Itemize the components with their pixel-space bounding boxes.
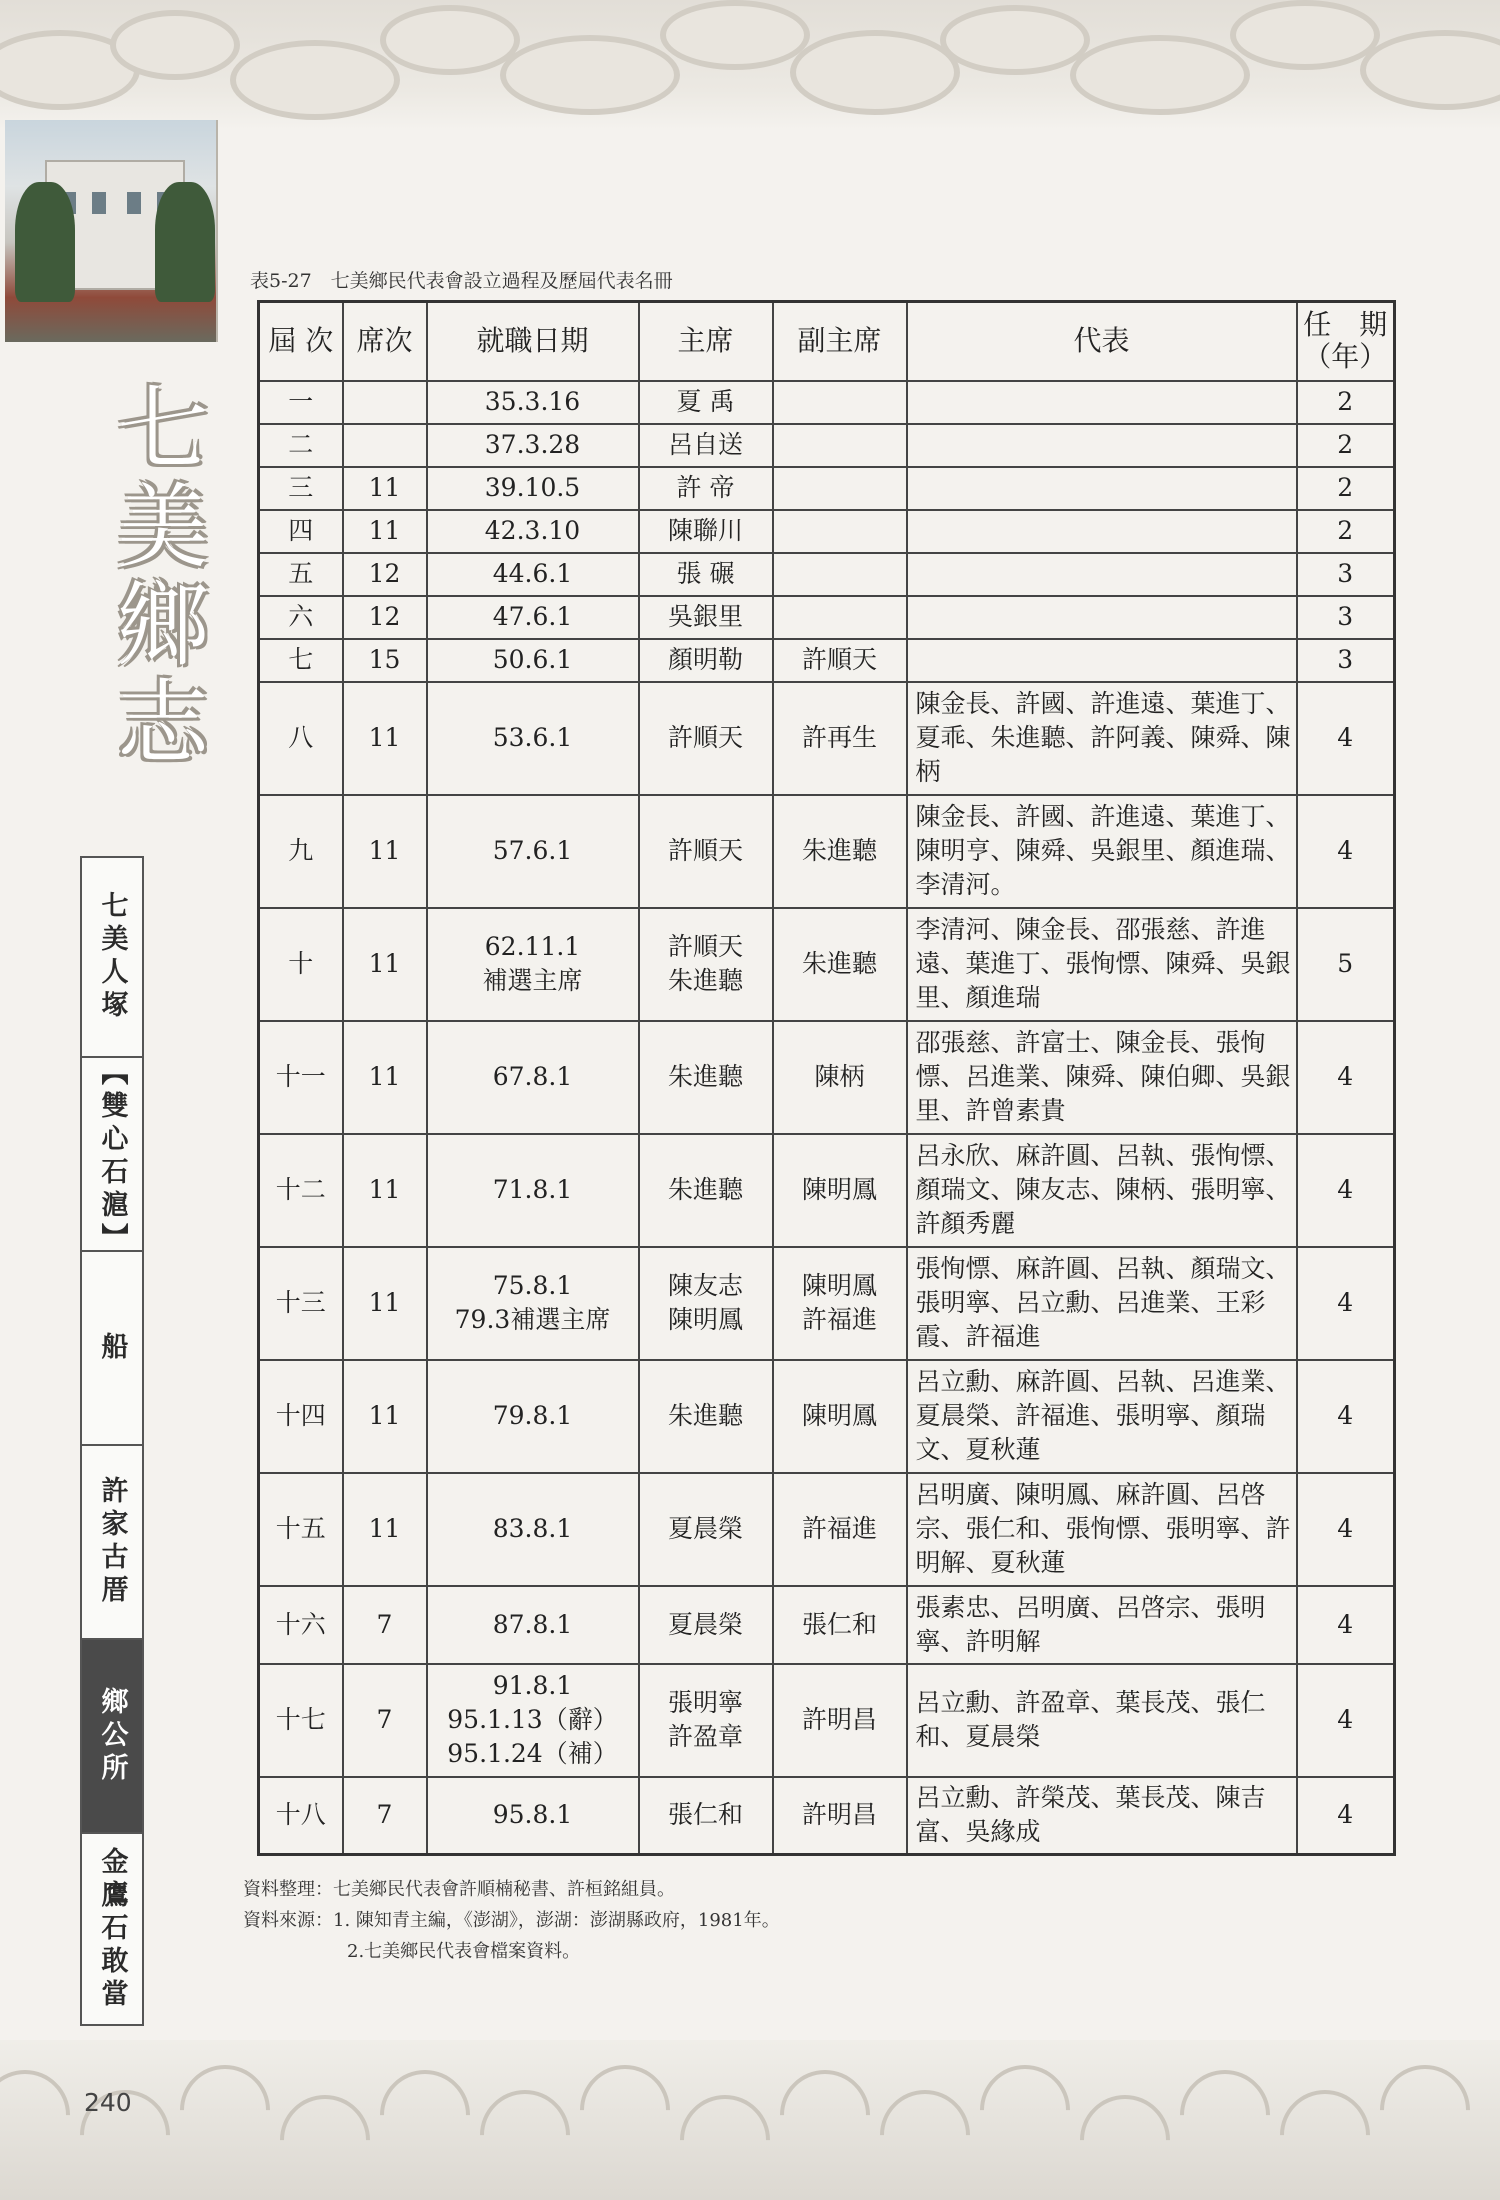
table-row	[259, 1586, 1395, 1664]
row-term-years: 4	[1297, 1134, 1395, 1247]
side-navigation-tabs	[80, 856, 144, 2026]
row-representatives	[907, 639, 1297, 682]
row-seats: 11	[343, 1134, 427, 1247]
row-chair: 顏明勒	[639, 639, 773, 682]
row-vice-chair: 朱進聽	[773, 908, 907, 1021]
row-seats: 11	[343, 1473, 427, 1586]
row-term-years: 3	[1297, 553, 1395, 596]
row-date: 35.3.16	[427, 381, 639, 424]
row-seats: 11	[343, 1021, 427, 1134]
row-chair: 張仁和	[639, 1777, 773, 1855]
row-representatives	[907, 381, 1297, 424]
row-chair: 呂自送	[639, 424, 773, 467]
row-chair: 夏晨榮	[639, 1586, 773, 1664]
row-vice-chair: 張仁和	[773, 1586, 907, 1664]
row-date: 50.6.1	[427, 639, 639, 682]
side-tab-label: 船	[96, 1331, 128, 1365]
row-vice-chair: 陳明鳳 許福進	[773, 1247, 907, 1360]
row-term: 四	[259, 510, 343, 553]
row-chair: 陳友志 陳明鳳	[639, 1247, 773, 1360]
table-row	[259, 510, 1395, 553]
row-term: 五	[259, 553, 343, 596]
note-compiled-by: 資料整理：七美鄉民代表會許順楠秘書、許桓銘組員。	[243, 1879, 675, 1900]
row-vice-chair	[773, 381, 907, 424]
row-date: 53.6.1	[427, 682, 639, 795]
table-row	[259, 424, 1395, 467]
row-date: 67.8.1	[427, 1021, 639, 1134]
row-term: 十一	[259, 1021, 343, 1134]
row-representatives	[907, 553, 1297, 596]
row-date: 79.8.1	[427, 1360, 639, 1473]
row-chair: 夏 禹	[639, 381, 773, 424]
row-chair: 朱進聽	[639, 1134, 773, 1247]
source-notes	[243, 1874, 780, 1967]
row-seats: 11	[343, 682, 427, 795]
page-number: 240	[84, 2088, 132, 2117]
row-term-years: 2	[1297, 510, 1395, 553]
side-tab-label: 【雙心石滬】	[96, 1058, 128, 1256]
row-term: 十六	[259, 1586, 343, 1664]
table-caption: 表5-27 七美鄉民代表會設立過程及歷屆代表名冊	[250, 270, 673, 292]
row-chair: 張明寧 許盈章	[639, 1664, 773, 1777]
row-chair: 吳銀里	[639, 596, 773, 639]
row-date: 91.8.1 95.1.13（辭） 95.1.24（補）	[427, 1664, 639, 1777]
row-vice-chair: 朱進聽	[773, 795, 907, 908]
row-representatives	[907, 424, 1297, 467]
row-term: 一	[259, 381, 343, 424]
bottom-wave-decoration	[0, 2040, 1500, 2200]
row-term-years: 4	[1297, 1021, 1395, 1134]
table-row	[259, 795, 1395, 908]
table-row	[259, 1777, 1395, 1855]
table-row	[259, 1021, 1395, 1134]
row-date: 62.11.1 補選主席	[427, 908, 639, 1021]
row-representatives: 呂明廣、陳明鳳、麻許圓、呂啓宗、張仁和、張恂慓、張明寧、許明解、夏秋蓮	[907, 1473, 1297, 1586]
row-term: 十	[259, 908, 343, 1021]
row-seats: 11	[343, 1247, 427, 1360]
table-header-row	[259, 302, 1395, 381]
book-title: 七美鄉志	[102, 380, 209, 772]
side-tab-label: 七美人塚	[96, 891, 128, 1023]
row-date: 71.8.1	[427, 1134, 639, 1247]
row-term-years: 4	[1297, 1586, 1395, 1664]
row-date: 42.3.10	[427, 510, 639, 553]
row-representatives	[907, 467, 1297, 510]
table-row	[259, 1134, 1395, 1247]
row-vice-chair	[773, 553, 907, 596]
row-term: 十二	[259, 1134, 343, 1247]
row-vice-chair: 陳明鳳	[773, 1134, 907, 1247]
side-tab-4[interactable]	[82, 1446, 142, 1640]
row-vice-chair	[773, 467, 907, 510]
row-term: 二	[259, 424, 343, 467]
row-term-years: 4	[1297, 1777, 1395, 1855]
row-term-years: 5	[1297, 908, 1395, 1021]
row-representatives: 呂永欣、麻許圓、呂執、張恂慓、顏瑞文、陳友志、陳柄、張明寧、許顏秀麗	[907, 1134, 1297, 1247]
row-representatives: 邵張慈、許富士、陳金長、張恂慓、呂進業、陳舜、陳伯卿、吳銀里、許曾素貴	[907, 1021, 1297, 1134]
table-row	[259, 553, 1395, 596]
row-seats: 7	[343, 1777, 427, 1855]
row-date: 95.8.1	[427, 1777, 639, 1855]
row-term-years: 4	[1297, 795, 1395, 908]
table-row	[259, 1360, 1395, 1473]
row-term: 六	[259, 596, 343, 639]
row-representatives: 陳金長、許國、許進遠、葉進丁、陳明亨、陳舜、吳銀里、顏進瑞、李清河。	[907, 795, 1297, 908]
row-term: 十八	[259, 1777, 343, 1855]
side-tab-label: 金鷹石敢當	[96, 1846, 128, 2012]
tree-shape	[15, 182, 75, 302]
row-seats: 12	[343, 553, 427, 596]
row-seats: 11	[343, 510, 427, 553]
row-vice-chair: 陳柄	[773, 1021, 907, 1134]
row-representatives: 張恂慓、麻許圓、呂執、顏瑞文、張明寧、呂立勳、呂進業、王彩霞、許福進	[907, 1247, 1297, 1360]
header-chair: 主席	[639, 302, 773, 381]
row-term-years: 4	[1297, 1247, 1395, 1360]
table-row	[259, 1247, 1395, 1360]
table-row	[259, 682, 1395, 795]
row-seats	[343, 381, 427, 424]
table-row	[259, 639, 1395, 682]
row-representatives	[907, 596, 1297, 639]
row-term-years: 4	[1297, 682, 1395, 795]
side-tab-1[interactable]	[82, 858, 142, 1058]
header-term-years: 任 期（年）	[1297, 302, 1395, 381]
row-term-years: 2	[1297, 381, 1395, 424]
row-chair: 夏晨榮	[639, 1473, 773, 1586]
header-term: 屆 次	[259, 302, 343, 381]
row-representatives: 呂立勳、許盈章、葉長茂、張仁和、夏晨榮	[907, 1664, 1297, 1777]
row-chair: 朱進聽	[639, 1021, 773, 1134]
row-term: 十三	[259, 1247, 343, 1360]
row-seats: 11	[343, 795, 427, 908]
township-office-photo	[5, 120, 218, 342]
side-tab-3[interactable]	[82, 1252, 142, 1446]
row-chair: 許順天 朱進聽	[639, 908, 773, 1021]
side-tab-label: 許家古厝	[96, 1476, 128, 1608]
row-date: 87.8.1	[427, 1586, 639, 1664]
tree-shape	[155, 182, 215, 302]
note-source-1: 資料來源：1. 陳知青主編，《澎湖》，澎湖：澎湖縣政府，1981年。	[243, 1910, 780, 1931]
row-date: 39.10.5	[427, 467, 639, 510]
row-representatives: 呂立勳、許榮茂、葉長茂、陳吉富、吳緣成	[907, 1777, 1297, 1855]
side-tab-2[interactable]	[82, 1058, 142, 1256]
row-term-years: 3	[1297, 639, 1395, 682]
row-term: 三	[259, 467, 343, 510]
note-source-2: 2.七美鄉民代表會檔案資料。	[347, 1941, 581, 1962]
row-term-years: 4	[1297, 1473, 1395, 1586]
row-chair: 朱進聽	[639, 1360, 773, 1473]
row-vice-chair: 許再生	[773, 682, 907, 795]
table-row	[259, 1473, 1395, 1586]
row-term: 十五	[259, 1473, 343, 1586]
row-term-years: 4	[1297, 1360, 1395, 1473]
row-term-years: 3	[1297, 596, 1395, 639]
header-seats: 席次	[343, 302, 427, 381]
row-representatives	[907, 510, 1297, 553]
top-cloud-decoration	[0, 0, 1500, 130]
row-term: 九	[259, 795, 343, 908]
table-row	[259, 1664, 1395, 1777]
row-seats: 15	[343, 639, 427, 682]
row-representatives: 張素忠、呂明廣、呂啓宗、張明寧、許明解	[907, 1586, 1297, 1664]
row-seats: 12	[343, 596, 427, 639]
representative-roster-table	[257, 300, 1396, 1856]
row-date: 75.8.1 79.3補選主席	[427, 1247, 639, 1360]
row-date: 44.6.1	[427, 553, 639, 596]
table-body	[259, 381, 1395, 1855]
row-vice-chair	[773, 510, 907, 553]
row-term: 八	[259, 682, 343, 795]
table-row	[259, 381, 1395, 424]
row-date: 37.3.28	[427, 424, 639, 467]
row-vice-chair: 許福進	[773, 1473, 907, 1586]
row-date: 57.6.1	[427, 795, 639, 908]
row-term-years: 2	[1297, 467, 1395, 510]
row-seats: 7	[343, 1664, 427, 1777]
table-row	[259, 467, 1395, 510]
row-date: 47.6.1	[427, 596, 639, 639]
header-date: 就職日期	[427, 302, 639, 381]
row-term-years: 2	[1297, 424, 1395, 467]
table-row	[259, 908, 1395, 1021]
header-representatives: 代表	[907, 302, 1297, 381]
row-term: 七	[259, 639, 343, 682]
row-chair: 陳聯川	[639, 510, 773, 553]
row-seats: 11	[343, 1360, 427, 1473]
row-seats	[343, 424, 427, 467]
row-seats: 11	[343, 908, 427, 1021]
row-term-years: 4	[1297, 1664, 1395, 1777]
row-vice-chair: 陳明鳳	[773, 1360, 907, 1473]
row-representatives: 陳金長、許國、許進遠、葉進丁、夏乖、朱進聽、許阿義、陳舜、陳柄	[907, 682, 1297, 795]
row-chair: 許順天	[639, 682, 773, 795]
row-chair: 許 帝	[639, 467, 773, 510]
table-row	[259, 596, 1395, 639]
row-term: 十四	[259, 1360, 343, 1473]
row-vice-chair: 許明昌	[773, 1664, 907, 1777]
row-vice-chair: 許順天	[773, 639, 907, 682]
row-chair: 許順天	[639, 795, 773, 908]
row-date: 83.8.1	[427, 1473, 639, 1586]
side-tab-5-active[interactable]	[82, 1640, 142, 1834]
row-vice-chair: 許明昌	[773, 1777, 907, 1855]
row-vice-chair	[773, 424, 907, 467]
row-representatives: 呂立勳、麻許圓、呂執、呂進業、夏晨榮、許福進、張明寧、顏瑞文、夏秋蓮	[907, 1360, 1297, 1473]
row-vice-chair	[773, 596, 907, 639]
side-tab-label: 鄉公所	[96, 1686, 128, 1786]
row-term: 十七	[259, 1664, 343, 1777]
row-seats: 7	[343, 1586, 427, 1664]
row-seats: 11	[343, 467, 427, 510]
row-chair: 張 碾	[639, 553, 773, 596]
side-tab-6[interactable]	[82, 1834, 142, 2024]
row-representatives: 李清河、陳金長、邵張慈、許進遠、葉進丁、張恂慓、陳舜、吳銀里、顏進瑞	[907, 908, 1297, 1021]
header-vice-chair: 副主席	[773, 302, 907, 381]
